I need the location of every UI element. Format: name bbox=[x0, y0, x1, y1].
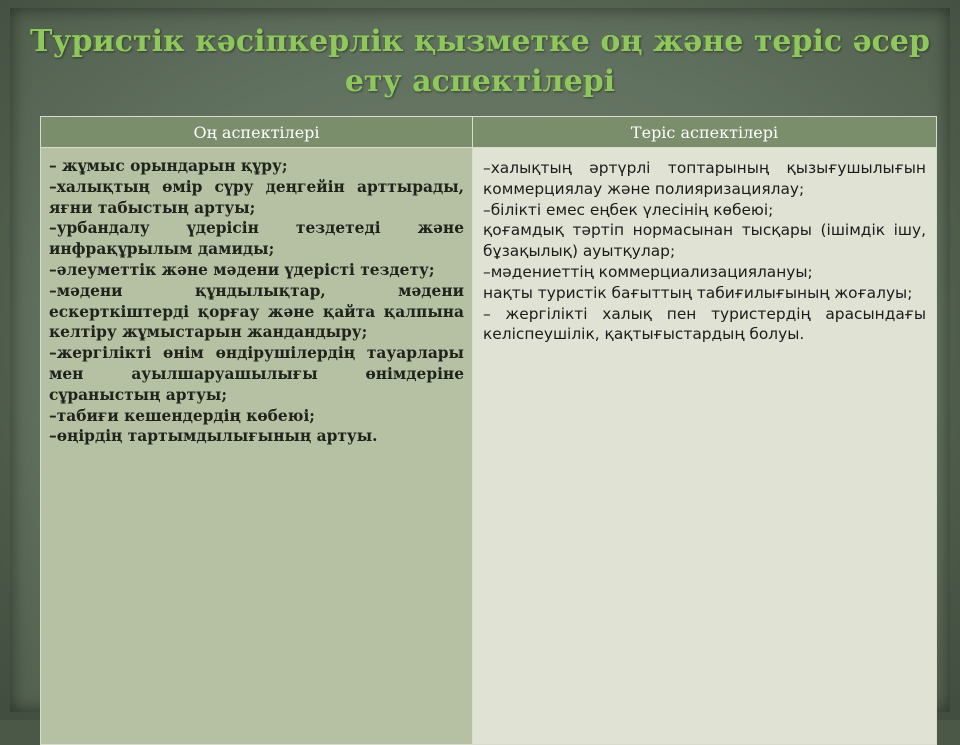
positive-item: –өңірдің тартымдылығының артуы. bbox=[49, 427, 378, 446]
positive-item: –халықтың өмір сүру деңгейін арттырады, яғни табыстың артуы; bbox=[49, 177, 464, 217]
negative-item: –халықтың әртүрлі топтарының қызығушылығын коммерциялау және полияризациялау; bbox=[483, 159, 926, 198]
table-header-row bbox=[41, 117, 937, 148]
negative-item: – жергілікті халық пен туристердің арасындағы келіспеушілік, қақтығыстардың болуы. bbox=[483, 304, 926, 344]
header-positive: Оң аспектілері bbox=[41, 117, 473, 148]
positive-item: –табиғи кешендердің көбеюі; bbox=[49, 406, 315, 425]
positive-item: –жергілікті өнім өндірушілердің тауарлары мен ауылшаруашылығы өнімдеріне сұраныстың артуы; bbox=[49, 344, 464, 404]
positive-item: –урбандалу үдерісін тездетеді және инфрақұрылым дамиды; bbox=[49, 219, 464, 259]
header-negative: Теріс аспектілері bbox=[473, 117, 937, 148]
negative-item: –мәдениеттің коммерциализациялануы; bbox=[483, 262, 813, 281]
positive-item: – жұмыс орындарын құру; bbox=[49, 157, 288, 175]
positive-aspects-cell bbox=[41, 148, 473, 745]
slide-title: Туристік кәсіпкерлік қызметке оң және теріс әсер ету аспектілері bbox=[29, 24, 930, 99]
negative-item: нақты туристік бағыттың табиғилығының жоғалуы; bbox=[483, 283, 913, 302]
aspects-table bbox=[40, 116, 937, 745]
negative-item: қоғамдық тәртіп нормасынан тысқары (ішімдік ішу, бұзақылық) ауытқулар; bbox=[483, 221, 926, 261]
positive-item: –мәдени құндылықтар, мәдени ескерткіштерді қорғау және қайта қалпына келтіру жұмыстарын жандандыру; bbox=[49, 281, 464, 342]
negative-aspects-cell bbox=[473, 148, 937, 745]
negative-item: –білікті емес еңбек үлесінің көбеюі; bbox=[483, 200, 774, 219]
table-body-row bbox=[41, 148, 937, 745]
positive-item: –әлеуметтік және мәдени үдерісті тездету; bbox=[49, 260, 435, 279]
